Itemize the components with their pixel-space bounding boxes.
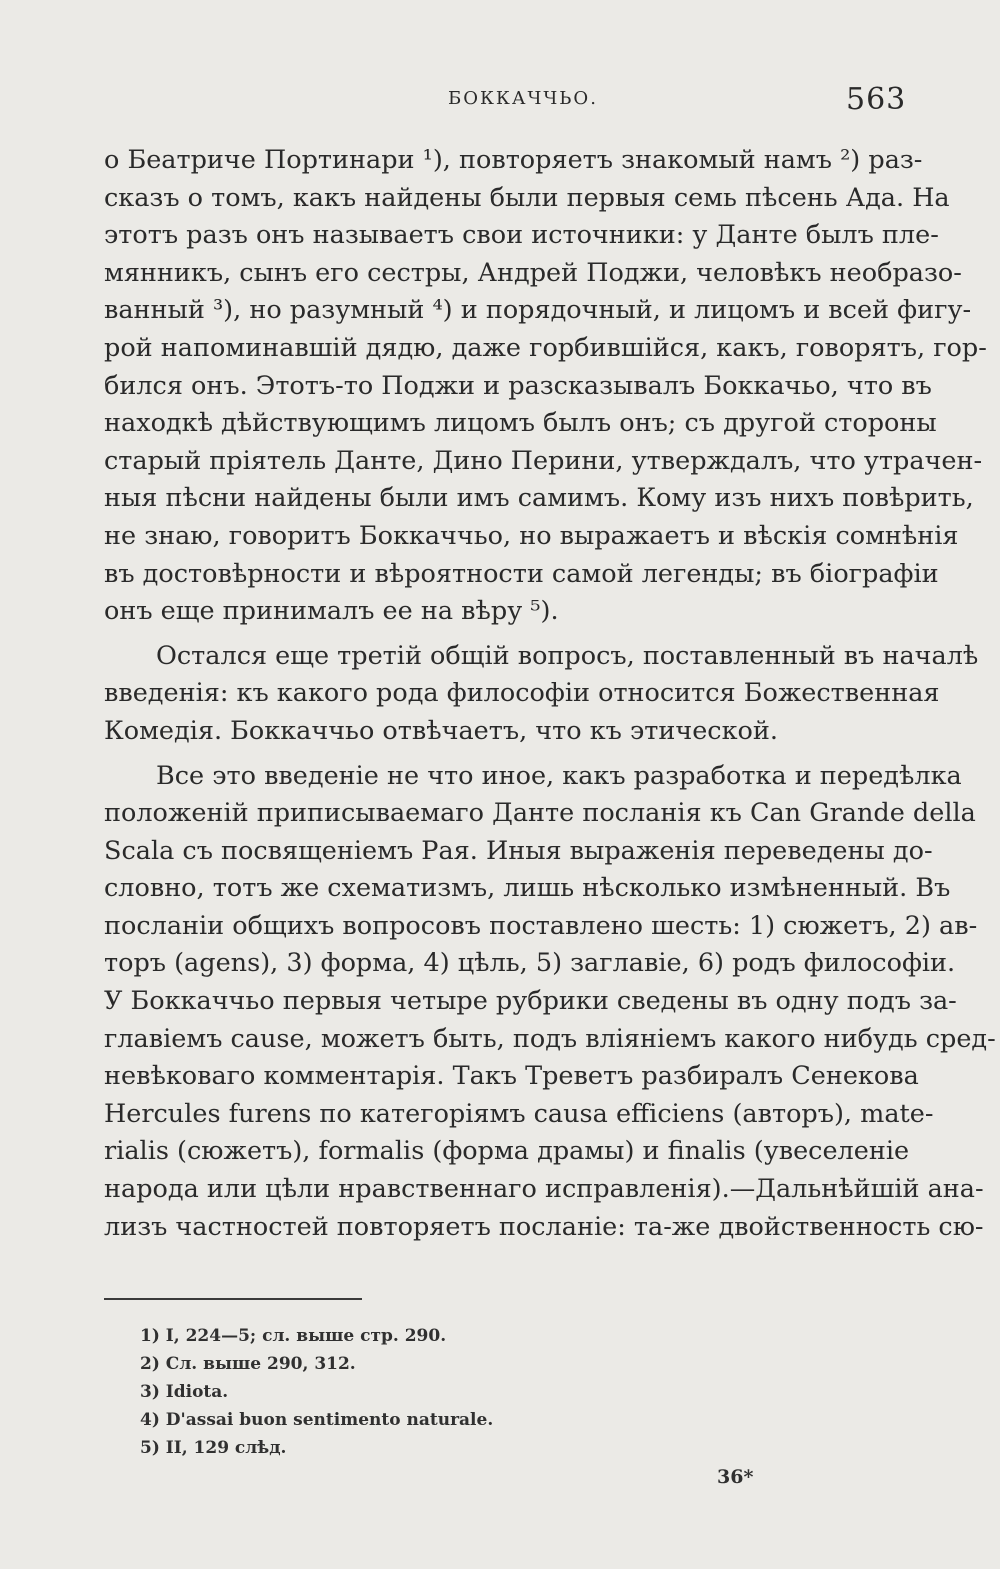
text-line: находкѣ дѣйствующимъ лицомъ былъ онъ; съ другой стороны (104, 408, 937, 439)
footnote: 2) Сл. выше 290, 312. (140, 1354, 356, 1374)
footnote: 4) D'assai buon sentimento naturale. (140, 1410, 494, 1430)
paragraph (104, 638, 979, 751)
text-line: не знаю, говоритъ Боккаччьо, но выражаетъ и вѣскія сомнѣнія (104, 520, 959, 551)
page-number: 563 (846, 82, 907, 117)
text-line: посланіи общихъ вопросовъ поставлено шесть: 1) сюжетъ, 2) ав- (104, 910, 978, 941)
text-line: старый пріятель Данте, Дино Перини, утверждалъ, что утрачен- (104, 445, 983, 476)
text-line: торъ (agens), 3) форма, 4) цѣль, 5) заглавіе, 6) родъ философіи. (104, 948, 956, 979)
printer-signature: 36* (717, 1466, 754, 1488)
text-line: Комедія. Боккаччьо отвѣчаетъ, что къ этической. (104, 715, 778, 746)
text-line: Остался еще третій общій вопросъ, поставленный въ началѣ (156, 640, 979, 671)
running-title: БОККАЧЧЬО. (448, 88, 598, 109)
paragraph (104, 758, 996, 1247)
text-line: ныя пѣсни найдены были имъ самимъ. Кому изъ нихъ повѣрить, (104, 483, 974, 514)
text-line: сказъ о томъ, какъ найдены были первыя семь пѣсень Ада. На (104, 182, 950, 213)
text-line: лизъ частностей повторяетъ посланіе: та-же двойственность сю- (104, 1211, 984, 1242)
text-line: положеній приписываемаго Данте посланія къ Can Grande della (104, 798, 976, 829)
paragraph-gap (104, 751, 904, 758)
text-line: этотъ разъ онъ называетъ свои источники: у Данте былъ пле- (104, 220, 939, 251)
text-line: ванный ³), но разумный ⁴) и порядочный, и лицомъ и всей фигу- (104, 295, 972, 326)
text-line: Все это введеніе не что иное, какъ разработка и передѣлка (156, 760, 962, 791)
footnote-rule (104, 1298, 362, 1300)
text-line: Scala съ посвященіемъ Рая. Иныя выраженія переведены до- (104, 835, 933, 866)
footnotes (140, 1322, 840, 1462)
footnote: 5) II, 129 слѣд. (140, 1438, 287, 1458)
footnote: 3) Idiota. (140, 1382, 229, 1402)
paragraph-gap (104, 631, 904, 638)
text-line: народа или цѣли нравственнаго исправленія).—Дальнѣйшій ана- (104, 1174, 984, 1205)
text-line: введенія: къ какого рода философіи относится Божественная (104, 678, 940, 709)
text-line: словно, тотъ же схематизмъ, лишь нѣсколько измѣненный. Въ (104, 873, 951, 904)
text-line: rialis (сюжетъ), formalis (форма драмы) и finalis (увеселеніе (104, 1136, 910, 1167)
text-line: главіемъ cause, можетъ быть, подъ вліяніемъ какого нибудь сред- (104, 1023, 996, 1054)
body-text (104, 142, 996, 1246)
text-line: бился онъ. Этотъ-то Поджи и разсказывалъ Боккачьо, что въ (104, 370, 932, 401)
text-line: У Боккаччьо первыя четыре рубрики сведены въ одну подъ за- (104, 986, 957, 1017)
running-head (0, 82, 1000, 122)
text-line: въ достовѣрности и вѣроятности самой легенды; въ біографіи (104, 558, 939, 589)
text-line: о Беатриче Портинари ¹), повторяетъ знакомый намъ ²) раз- (104, 145, 923, 175)
text-line: невѣковаго комментарія. Такъ Треветъ разбиралъ Сенекова (104, 1061, 919, 1092)
text-line: рой напоминавшій дядю, даже горбившійся, какъ, говорятъ, гор- (104, 332, 987, 363)
text-line: онъ еще принималъ ее на вѣру ⁵). (104, 596, 559, 627)
text-line: Hercules furens по категоріямъ causa efficiens (авторъ), mate- (104, 1098, 934, 1129)
text-line: мянникъ, сынъ его сестры, Андрей Поджи, человѣкъ необразо- (104, 257, 962, 288)
paragraph (104, 142, 987, 631)
footnote: 1) I, 224—5; сл. выше стр. 290. (140, 1326, 447, 1346)
